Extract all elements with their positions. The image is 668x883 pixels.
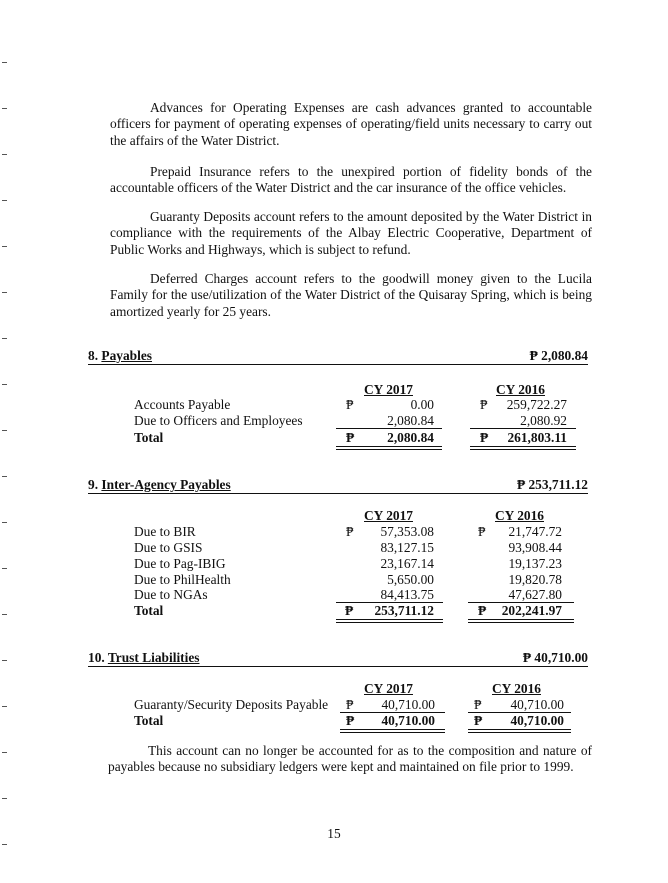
currency-symbol: ₱ [480,430,489,445]
row-label: Due to PhilHealth [134,572,231,587]
margin-tick [2,844,7,845]
value-cy2017: 2,080.84 [387,413,434,428]
currency-symbol: ₱ [346,397,354,412]
value-cy2017: 5,650.00 [387,572,434,587]
currency-symbol: ₱ [478,524,486,539]
currency-symbol: ₱ [346,524,354,539]
total-double-rule [468,619,574,623]
section-title: Trust Liabilities [107,650,200,665]
total-cy2017: 40,710.00 [381,713,435,728]
total-cy2017: 253,711.12 [374,603,434,618]
margin-tick [2,384,7,385]
binder-margin-ticks [0,0,8,883]
section-amount: ₱ 2,080.84 [529,348,588,363]
currency-symbol: ₱ [474,697,482,712]
margin-tick [2,660,7,661]
value-cy2016: 259,722.27 [506,397,567,412]
total-label: Total [134,430,164,445]
section-title: Payables [101,348,152,363]
value-cy2017: 83,127.15 [380,540,434,555]
column-header-cy2016: CY 2016 [496,382,545,397]
value-cy2017: 40,710.00 [381,697,435,712]
margin-tick [2,338,7,339]
paragraph-prepaid-insurance: Prepaid Insurance refers to the unexpired portion of fidelity bonds of the accountable officers of the Water District and the car insurance of the office vehicles. [110,164,592,196]
margin-tick [2,62,7,63]
value-cy2016: 47,627.80 [508,587,562,602]
margin-tick [2,798,7,799]
section-heading-payables [88,348,588,365]
total-cy2016: 261,803.11 [507,430,567,445]
paragraph-guaranty-deposits: Guaranty Deposits account refers to the amount deposited by the Water District in compliance with the requirements of the Albay Electric Cooperative, Department of Public Works and Highways, which is subject to refund. [110,209,592,257]
value-cy2016: 2,080.92 [520,413,567,428]
margin-tick [2,752,7,753]
row-label: Accounts Payable [134,397,231,412]
section-heading-inter-agency-payables [88,477,588,494]
subtotal-rule [470,428,576,429]
margin-tick [2,522,7,523]
row-label: Due to NGAs [134,587,208,602]
column-header-cy2016: CY 2016 [495,508,544,523]
section-title: Inter-Agency Payables [101,477,231,492]
currency-symbol: ₱ [346,713,355,728]
row-label: Due to Pag-IBIG [134,556,226,571]
value-cy2017: 57,353.08 [380,524,434,539]
margin-tick [2,200,7,201]
currency-symbol: ₱ [474,713,483,728]
total-double-rule [336,619,443,623]
total-label: Total [134,603,164,618]
value-cy2017: 0.00 [410,397,434,412]
currency-symbol: ₱ [346,697,354,712]
total-cy2016: 40,710.00 [510,713,564,728]
margin-tick [2,614,7,615]
value-cy2017: 23,167.14 [380,556,434,571]
page-number: 15 [327,826,341,841]
value-cy2016: 93,908.44 [508,540,562,555]
section-amount: ₱ 253,711.12 [516,477,588,492]
value-cy2017: 84,413.75 [380,587,434,602]
column-header-cy2016: CY 2016 [492,681,541,696]
value-cy2016: 21,747.72 [508,524,562,539]
currency-symbol: ₱ [480,397,488,412]
column-header-cy2017: CY 2017 [364,681,413,696]
currency-symbol: ₱ [345,603,354,618]
total-cy2017: 2,080.84 [387,430,434,445]
section-heading-trust-liabilities [88,650,588,667]
total-double-rule [470,446,576,450]
currency-symbol: ₱ [346,430,355,445]
column-header-cy2017: CY 2017 [364,508,413,523]
margin-tick [2,476,7,477]
total-label: Total [134,713,164,728]
row-label: Due to BIR [134,524,196,539]
column-header-cy2017: CY 2017 [364,382,413,397]
section-amount: ₱ 40,710.00 [522,650,588,665]
margin-tick [2,706,7,707]
row-label: Due to Officers and Employees [134,413,303,428]
total-double-rule [336,446,442,450]
margin-tick [2,246,7,247]
currency-symbol: ₱ [478,603,487,618]
row-label: Guaranty/Security Deposits Payable [134,697,329,712]
value-cy2016: 19,137.23 [508,556,562,571]
margin-tick [2,568,7,569]
paragraph-deferred-charges: Deferred Charges account refers to the goodwill money given to the Lucila Family for the use/utilization of the Water District of the Quisaray Spring, which is being amortized yearly for 25 years. [110,271,592,319]
section-number: 8. [88,348,99,363]
section-number: 10. [88,650,105,665]
paragraph-closing-note: This account can no longer be accounted for as to the composition and nature of payables because no subsidiary ledgers were kept and maintained on file prior to 1999. [108,743,592,775]
margin-tick [2,292,7,293]
total-double-rule [468,729,571,733]
paragraph-advances: Advances for Operating Expenses are cash advances granted to accountable officers for payment of operating expenses of operating/field units necessary to carry out the affairs of the Water District. [110,100,592,148]
value-cy2016: 40,710.00 [510,697,564,712]
margin-tick [2,108,7,109]
total-double-rule [340,729,445,733]
section-number: 9. [88,477,99,492]
margin-tick [2,430,7,431]
value-cy2016: 19,820.78 [508,572,562,587]
total-cy2016: 202,241.97 [501,603,562,618]
margin-tick [2,154,7,155]
subtotal-rule [336,428,442,429]
row-label: Due to GSIS [134,540,203,555]
